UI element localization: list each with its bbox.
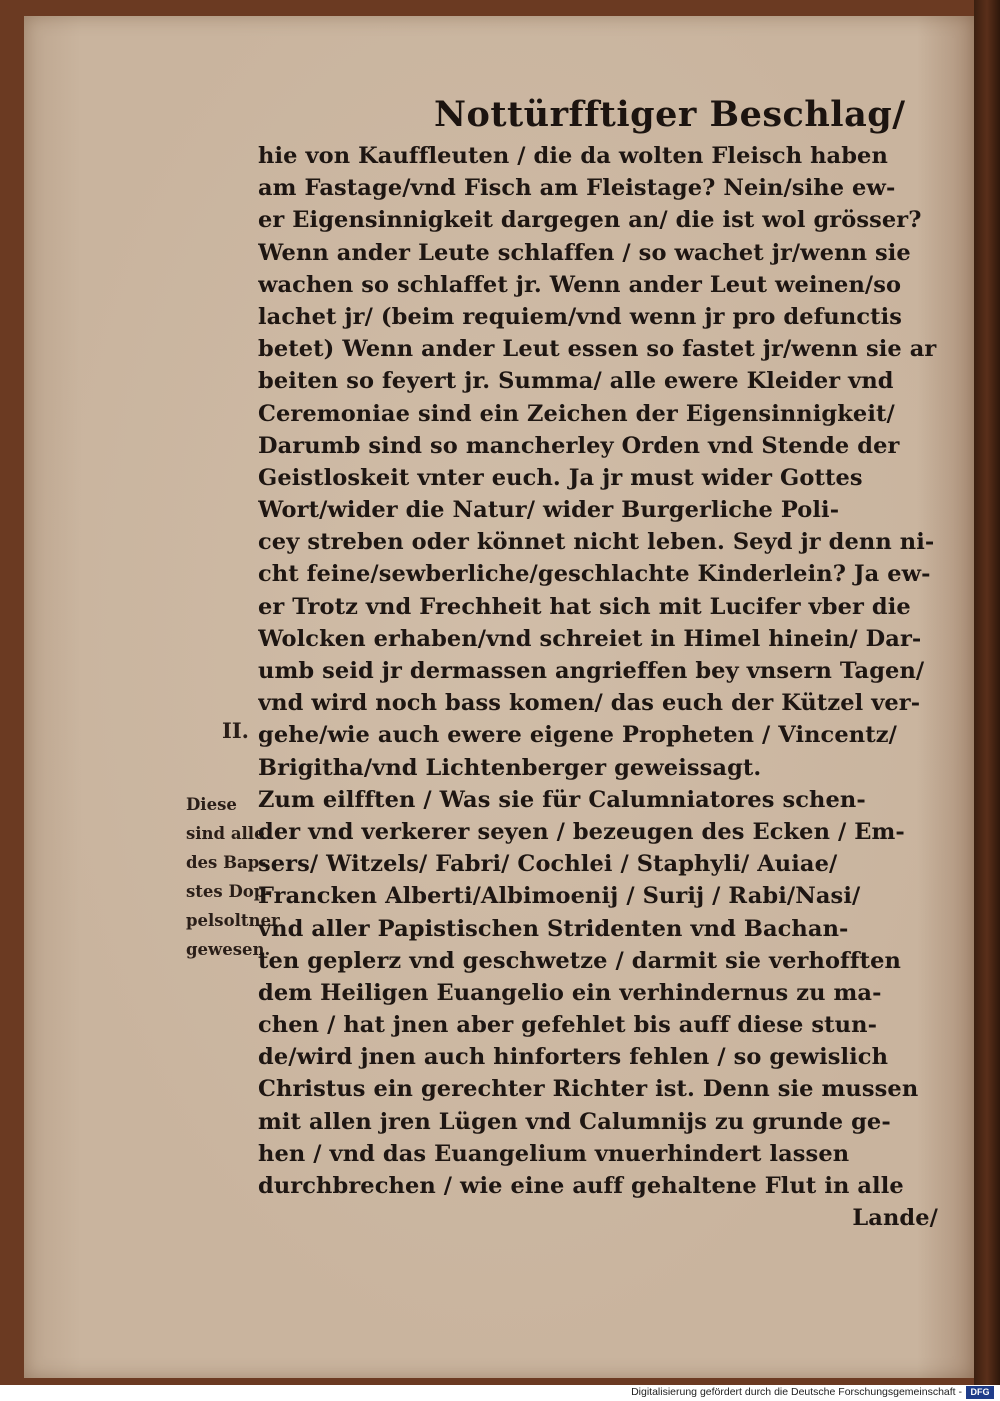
text-line: Ceremoniae sind ein Zeichen der Eigensinnigkeit/ <box>258 400 895 427</box>
text-line: mit allen jren Lügen vnd Calumnijs zu grunde ge- <box>258 1108 891 1135</box>
marginal-note-line: stes Dop- <box>186 882 273 901</box>
text-line: gehe/wie auch ewere eigene Propheten / Vincentz/ <box>258 722 897 749</box>
body-text <box>258 140 938 1234</box>
dfg-logo-icon: DFG <box>966 1386 994 1399</box>
footer-bar <box>0 1385 1000 1401</box>
section-number: II. <box>222 718 249 743</box>
text-line: wachen so schlaffet jr. Wenn ander Leut weinen/so <box>258 271 902 298</box>
text-line: chen / hat jnen aber gefehlet bis auff diese stun- <box>258 1012 878 1039</box>
text-line: er Eigensinnigkeit dargegen an/ die ist wol grösser? <box>258 207 922 234</box>
book-binding-edge <box>974 0 1000 1385</box>
text-line: hen / vnd das Euangelium vnuerhindert lassen <box>258 1140 850 1167</box>
text-line: de/wird jnen auch hinforters fehlen / so gewislich <box>258 1044 889 1071</box>
text-line: der vnd verkerer seyen / bezeugen des Ecken / Em- <box>258 818 905 845</box>
text-line: Francken Alberti/Albimoenij / Surij / Rabi/Nasi/ <box>258 883 861 910</box>
text-line: sers/ Witzels/ Fabri/ Cochlei / Staphyli/ Auiae/ <box>258 851 838 878</box>
text-line: Brigitha/vnd Lichtenberger geweissagt. <box>258 754 762 781</box>
text-line: umb seid jr dermassen angrieffen bey vnsern Tagen/ <box>258 658 925 684</box>
text-line: cht feine/sewberliche/geschlachte Kinderlein? Ja ew- <box>258 561 931 588</box>
catchword: Lande/ <box>852 1205 938 1232</box>
marginal-note-line: gewesen. <box>186 940 271 959</box>
text-line: betet) Wenn ander Leut essen so fastet jr/wenn sie ar <box>258 336 937 363</box>
text-line: beiten so feyert jr. Summa/ alle ewere Kleider vnd <box>258 368 894 395</box>
text-line: Christus ein gerechter Richter ist. Denn sie mussen <box>258 1076 919 1103</box>
text-line: durchbrechen / wie eine auff gehaltene Flut in alle <box>258 1173 904 1199</box>
text-line: er Trotz vnd Frechheit hat sich mit Lucifer vber die <box>258 593 911 620</box>
text-line: dem Heiligen Euangelio ein verhindernus zu ma- <box>258 979 882 1006</box>
text-line: ten geplerz vnd geschwetze / darmit sie verhofften <box>258 947 901 974</box>
text-line: Darumb sind so mancherley Orden vnd Stende der <box>258 432 900 459</box>
marginal-note-line: pelsoltner <box>186 911 280 930</box>
text-line: Wort/wider die Natur/ wider Burgerliche Poli- <box>258 497 840 524</box>
marginal-note-line: Diese <box>186 795 237 814</box>
text-line: vnd aller Papistischen Stridenten vnd Bachan- <box>258 915 849 942</box>
text-line: Wolcken erhaben/vnd schreiet in Himel hinein/ Dar- <box>258 625 922 652</box>
text-line: am Fastage/vnd Fisch am Fleistage? Nein/sihe ew- <box>258 175 896 202</box>
funding-credit: Digitalisierung gefördert durch die Deutsche Forschungsgemeinschaft - <box>631 1386 962 1398</box>
marginal-note-line: sind alle <box>186 824 265 843</box>
text-line: hie von Kauffleuten / die da wolten Fleisch haben <box>258 143 888 169</box>
text-line: lachet jr/ (beim requiem/vnd wenn jr pro defunctis <box>258 303 903 330</box>
text-line: Zum eilfften / Was sie für Calumniatores schen- <box>258 786 866 813</box>
running-head: Nottürfftiger Beschlag/ <box>434 94 906 135</box>
text-line: cey streben oder könnet nicht leben. Seyd jr denn ni- <box>258 529 935 556</box>
text-line: Wenn ander Leute schlaffen / so wachet jr/wenn sie <box>258 239 911 266</box>
marginal-note-line: des Bap- <box>186 853 267 872</box>
text-line: vnd wird noch bass komen/ das euch der Kützel ver- <box>258 690 921 717</box>
text-line: Geistloskeit vnter euch. Ja jr must wider Gottes <box>258 464 863 491</box>
